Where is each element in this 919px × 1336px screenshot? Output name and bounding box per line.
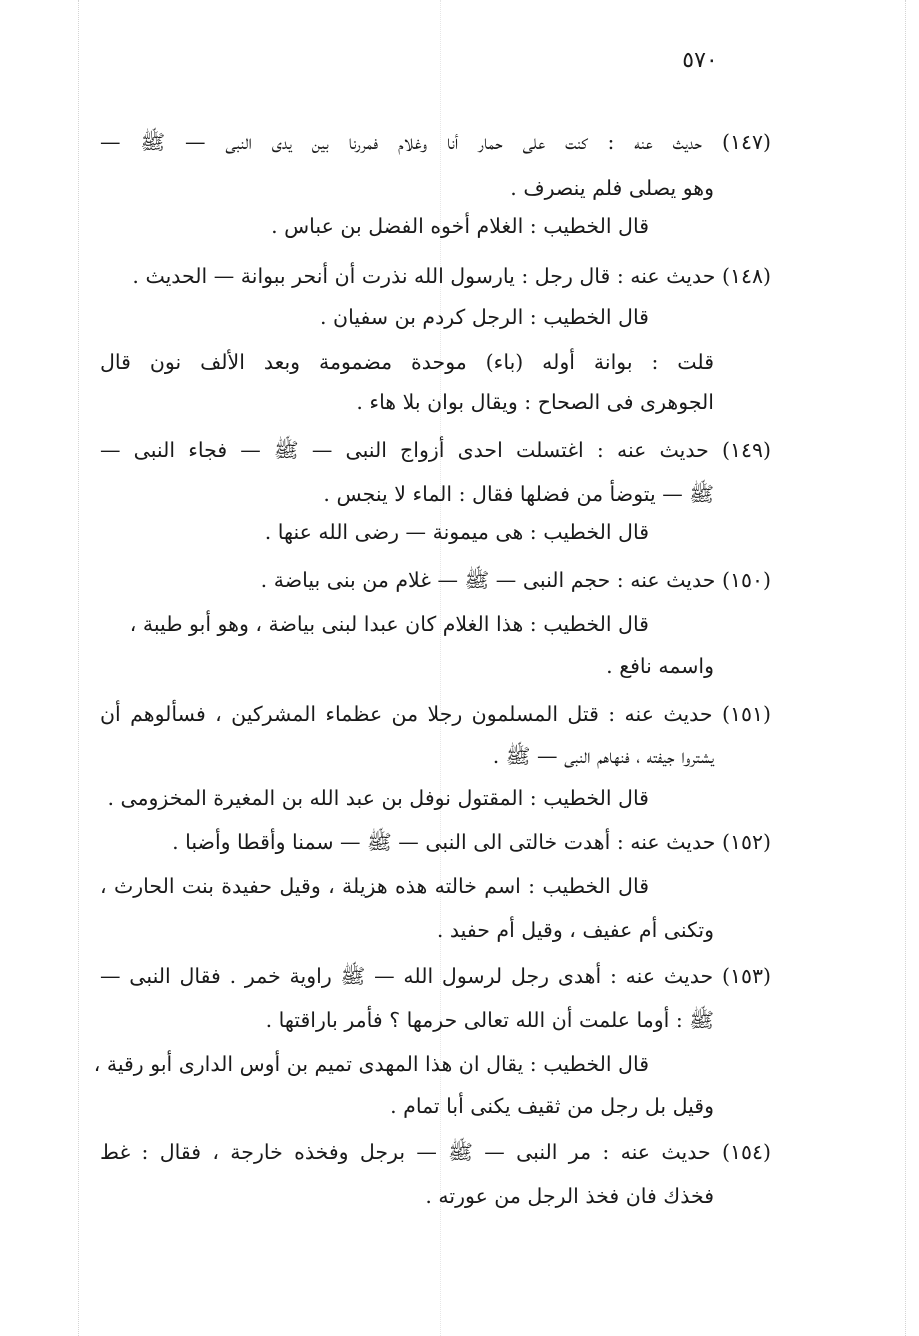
text-line: وقيل بل رجل من ثقيف يكنى أبا تمام . (390, 1094, 714, 1118)
text-line: قلت : بوانة أوله (باء) موحدة مضمومة وبعد الألف نون قال (100, 350, 714, 374)
text-line: (١٥٢) حديث عنه : أهدت خالتى الى النبى — ﷺ — سمنا وأقطا وأضبا . (172, 830, 771, 854)
text-line: (١٥٣) حديث عنه : أهدى رجل لرسول الله — ﷺ راوية خمر . فقال النبى — (100, 964, 771, 988)
text-line: (١٥١) حديث عنه : قتل المسلمون رجلا من عظماء المشركين ، فسألوهم أن (100, 702, 771, 726)
text-line: قال الخطيب : الغلام أخوه الفضل بن عباس . (271, 214, 649, 238)
text-line: (١٤٧) حديث عنه : كنت على حمار أنا وغلام فمررنا بين يدى النبى — ﷺ — (100, 130, 771, 154)
text-line: قال الخطيب : يقال ان هذا المهدى تميم بن أوس الدارى أبو رقية ، (93, 1052, 649, 1076)
text-line: قال الخطيب : هذا الغلام كان عبدا لبنى بياضة ، وهو أبو طيبة ، (129, 612, 649, 636)
text-line: فخذك فان فخذ الرجل من عورته . (425, 1184, 714, 1208)
text-line: قال الخطيب : هى ميمونة — رضى الله عنها . (264, 520, 649, 544)
text-line: قال الخطيب : المقتول نوفل بن عبد الله بن المغيرة المخزومى . (107, 786, 649, 810)
text-line: ﷺ — يتوضأ من فضلها فقال : الماء لا ينجس . (323, 482, 714, 506)
text-line: يشتروا جيفته ، فنهاهم النبى — ﷺ . (492, 744, 714, 768)
text-line: ﷺ : أوما علمت أن الله تعالى حرمها ؟ فأمر باراقتها . (265, 1008, 714, 1032)
scan-guide-line (440, 0, 441, 1336)
scan-guide-line (78, 0, 79, 1336)
text-line: (١٤٨) حديث عنه : قال رجل : يارسول الله نذرت أن أنحر ببوانة — الحديث . (132, 264, 771, 288)
text-line: (١٥٤) حديث عنه : مر النبى — ﷺ — برجل وفخذه خارجة ، فقال : غط (100, 1140, 771, 1164)
text-line: قال الخطيب : اسم خالته هذه هزيلة ، وقيل حفيدة بنت الحارث ، (100, 874, 649, 898)
text-line: الجوهرى فى الصحاح : ويقال بوان بلا هاء . (356, 390, 714, 414)
text-line: قال الخطيب : الرجل كردم بن سفيان . (320, 305, 649, 329)
text-line: واسمه نافع . (606, 654, 714, 678)
scan-guide-line (905, 0, 906, 1336)
page-number: ٥٧٠ (682, 48, 718, 73)
text-line: وتكنى أم عفيف ، وقيل أم حفيد . (436, 918, 714, 942)
text-line: وهو يصلى فلم ينصرف . (510, 176, 714, 200)
text-line: (١٥٠) حديث عنه : حجم النبى — ﷺ — غلام من بنى بياضة . (260, 568, 771, 592)
text-line: (١٤٩) حديث عنه : اغتسلت احدى أزواج النبى — ﷺ — فجاء النبى — (100, 438, 771, 462)
